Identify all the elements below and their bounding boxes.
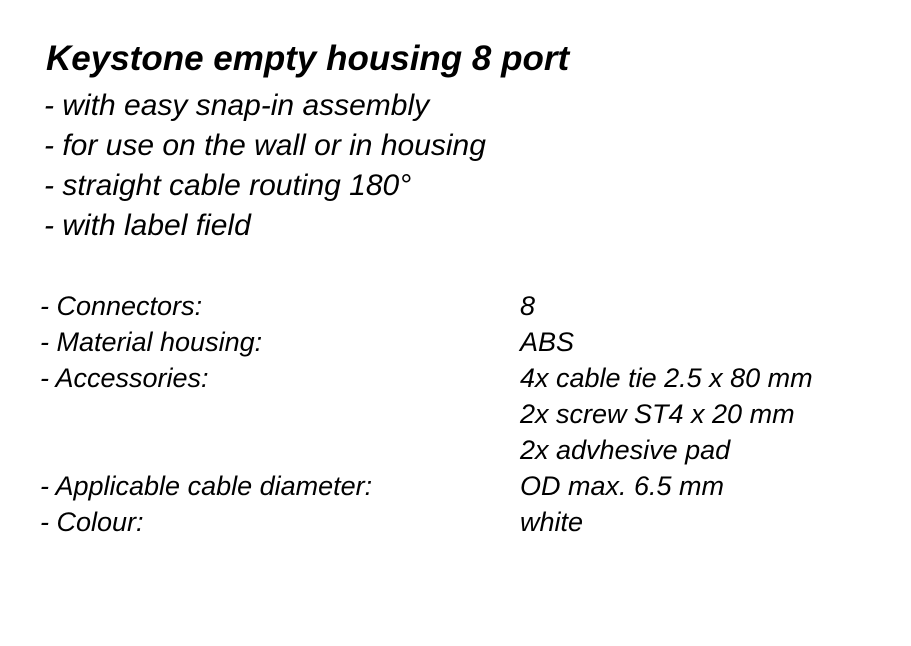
spec-value: 4x cable tie 2.5 x 80 mm xyxy=(520,363,813,393)
feature-item: - with easy snap-in assembly xyxy=(44,89,430,122)
spec-values xyxy=(520,468,724,504)
spec-value: 8 xyxy=(520,291,536,321)
spec-label: - Applicable cable diameter: xyxy=(40,471,373,501)
feature-list xyxy=(44,86,486,246)
feature-item: - for use on the wall or in housing xyxy=(44,129,486,162)
spec-table xyxy=(40,288,900,540)
spec-row-cable-diameter xyxy=(40,468,900,504)
feature-item: - straight cable routing 180° xyxy=(44,169,412,202)
spec-label: - Connectors: xyxy=(40,291,203,321)
spec-row-connectors xyxy=(40,288,900,324)
spec-value: 2x screw ST4 x 20 mm xyxy=(520,399,795,429)
spec-values xyxy=(520,324,574,360)
feature-item: - with label field xyxy=(44,209,251,242)
spec-row-accessories xyxy=(40,360,900,468)
spec-row-material xyxy=(40,324,900,360)
spec-label: - Material housing: xyxy=(40,327,263,357)
spec-value: white xyxy=(520,507,584,537)
spec-label: - Accessories: xyxy=(40,363,209,393)
spec-row-colour xyxy=(40,504,900,540)
spec-values xyxy=(520,288,535,324)
spec-values xyxy=(520,360,813,468)
spec-value: 2x advhesive pad xyxy=(520,435,731,465)
spec-label: - Colour: xyxy=(40,507,144,537)
spec-values xyxy=(520,504,583,540)
spec-value: OD max. 6.5 mm xyxy=(520,471,725,501)
product-title: Keystone empty housing 8 port xyxy=(46,39,570,78)
spec-value: ABS xyxy=(520,327,575,357)
